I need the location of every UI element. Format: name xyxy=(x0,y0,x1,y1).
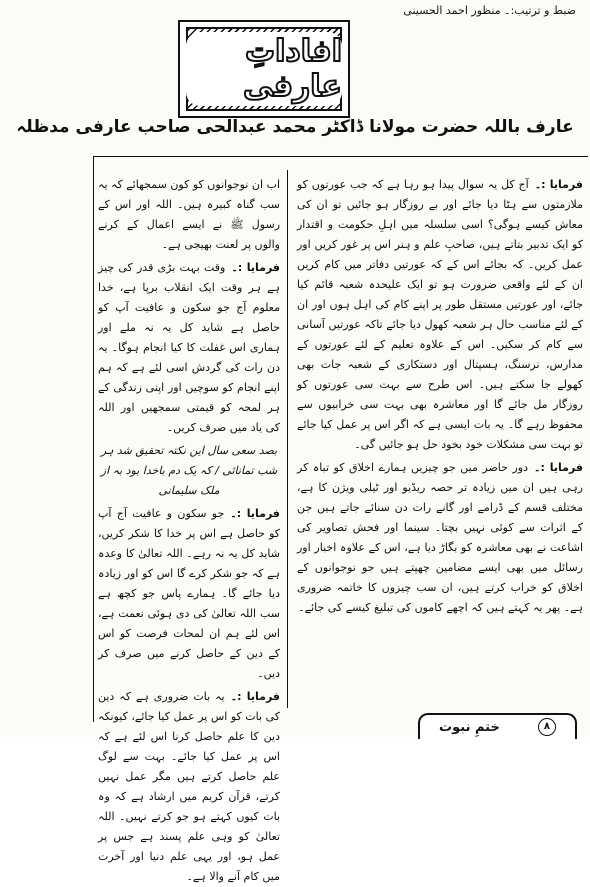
compiler-credit: ضبط و ترتیب:۔ منظور احمد الحسینی xyxy=(403,4,576,17)
paragraph-text: دور حاضر میں جو چیزیں ہمارے اخلاق کو تباہ کر رہی ہیں ان میں زیادہ تر حصہ ریڈیو اور ٹیلی ویژن کا ہے، مختلف قسم کے ڈرامے اور گانے رات دن سنائے جاتے ہیں جن کے اثرات سے کوئی نہیں بچتا۔ سینما اور فحش تصاویر کی اشاعت نے بھی معاشرہ کو بگاڑ دیا ہے، اس کے علاوہ اخبار اور رسائل میں بھی ایسے مضامین چھپتے ہیں جو نوجوانوں کے اخلاق کو خراب کرتے ہیں، ان سب چیزوں کا خاتمہ ضروری ہے۔ پھر یہ کہتے ہیں کہ اچھے کاموں کی تبلیغ کیسے کی جائے۔ xyxy=(297,461,583,614)
paragraph xyxy=(98,504,280,684)
footer-badge xyxy=(418,713,577,739)
paragraph-text: جو سکون و عافیت آج آپ کو حاصل ہے اس پر خدا کا شکر کریں، شاید کل یہ نہ رہے۔ اللہ تعالیٰ کا وعدہ ہے کہ جو شکر کرے گا اس کو اور زیادہ دیا جائے گا۔ ہمارے پاس جو کچھ ہے سب اللہ تعالیٰ کی دی ہوئی نعمت ہے، اس لئے ہم ان لمحات فرصت کو اس کے دین کے حاصل کرنے میں صرف کر دیں۔ xyxy=(98,507,280,680)
paragraph-label: فرمایا :۔ xyxy=(231,261,281,274)
page-number: ۸ xyxy=(538,718,556,736)
paragraph-text: اب ان نوجوانوں کو کون سمجھائے کہ یہ سب گناہ کبیرہ ہیں۔ اللہ اور اس کے رسول ﷺ نے ایسے اعمال کے کرنے والوں پر لعنت بھیجی ہے۔ xyxy=(98,178,280,251)
paragraph-label: فرمایا :۔ xyxy=(230,690,281,703)
left-column xyxy=(98,175,281,883)
column-divider xyxy=(287,170,288,708)
paragraph-text: وقت بہت بڑی قدر کی چیز ہے ہر وقت ایک انقلاب برپا ہے، خدا معلوم آج جو سکون و عافیت آپ کو حاصل ہے شاید کل یہ نہ ملے اور ہماری اس غفلت کا کیا انجام ہوگا۔ یہ دن رات کی گردش اسی لئے ہے کہ ہم اپنے انجام کو سوچیں اور اپنی زندگی کے ہر لمحہ کو قیمتی سمجھیں اور اللہ کی یاد میں صرف کریں۔ xyxy=(98,261,280,434)
paragraph-text: یہ بات ضروری ہے کہ دین کی بات کو اس پر عمل کیا جائے، کیونکہ دین کا علم حاصل کرنا اس لئے ہے کہ اس پر عمل کیا جائے۔ بہت سے لوگ علم حاصل کرتے ہیں مگر عمل نہیں کرتے، قرآن کریم میں ارشاد ہے کہ وہ بات کیوں کہتے ہو جو کرتے نہیں۔ اللہ تعالیٰ کو وہی علم پسند ہے جس پر عمل ہو، اور یہی علم دنیا اور آخرت میں کام آنے والا ہے۔ xyxy=(98,690,280,883)
section-name: ختمِ نبوت xyxy=(439,719,500,735)
paragraph-text: آج کل یہ سوال پیدا ہو رہا ہے کہ جب عورتوں کو ملازمتوں سے ہٹا دیا جائے اور بے روزگار ہو جائیں تو ان کی معاش کیسے ہوگی؟ اسی سلسلہ میں اہلِ حکومت و اقتدار کو ایک تدبیر بتاتے ہیں، صاحبِ علم و ہنر اس پر غور کریں اور عمل کریں۔ کہ بجائے اس کے کہ عورتیں دفاتر میں کام کریں ان کے لئے واقعی ضرورت ہو تو ایک علیحدہ شعبہ قائم کیا جائے، اور عورتیں مستقل طور پر اپنے کام کی اہل ہوں اور ان کے لئے مناسب حال ہر شعبہ کھول دیا جائے تاکہ عورتیں آسانی سے کام کر سکیں۔ اس کے علاوہ تعلیم کے لئے عورتوں کے مدارس، نرسنگ، ہسپتال اور دستکاری کے شعبہ جات بھی کھولے جا سکتے ہیں۔ اس طرح سے بہت سی عورتوں کو روزگار مل جائے گا اور معاشرہ بھی بہت سی خرابیوں سے محفوظ رہے گا۔ یہ بات ایسی ہے کہ اگر اس پر عمل کیا جائے تو بہت سی مشکلات خود بخود حل ہو جائیں گی۔ xyxy=(297,178,583,451)
paragraph-label: فرمایا :۔ xyxy=(534,178,584,191)
paragraph-label: فرمایا :۔ xyxy=(534,461,584,474)
right-column xyxy=(297,175,583,715)
paragraph xyxy=(98,175,280,255)
title-banner xyxy=(178,20,350,118)
page-title: افاداتِ عارفی xyxy=(186,32,342,106)
paragraph xyxy=(297,175,583,455)
paragraph xyxy=(98,258,280,438)
author-byline: عارف باللہ حضرت مولانا ڈاکٹر محمد عبدالحی صاحب عارفی مدظلہ xyxy=(16,117,574,137)
paragraph xyxy=(297,458,583,618)
paragraph-label: فرمایا :۔ xyxy=(230,507,280,520)
paragraph xyxy=(98,687,280,887)
persian-verse: بصد سعی سال این نکتہ تحقیق شد ہر شب تمانائی / کہ یک دم باخدا بود بہ از ملک سلیمانی xyxy=(100,444,278,497)
